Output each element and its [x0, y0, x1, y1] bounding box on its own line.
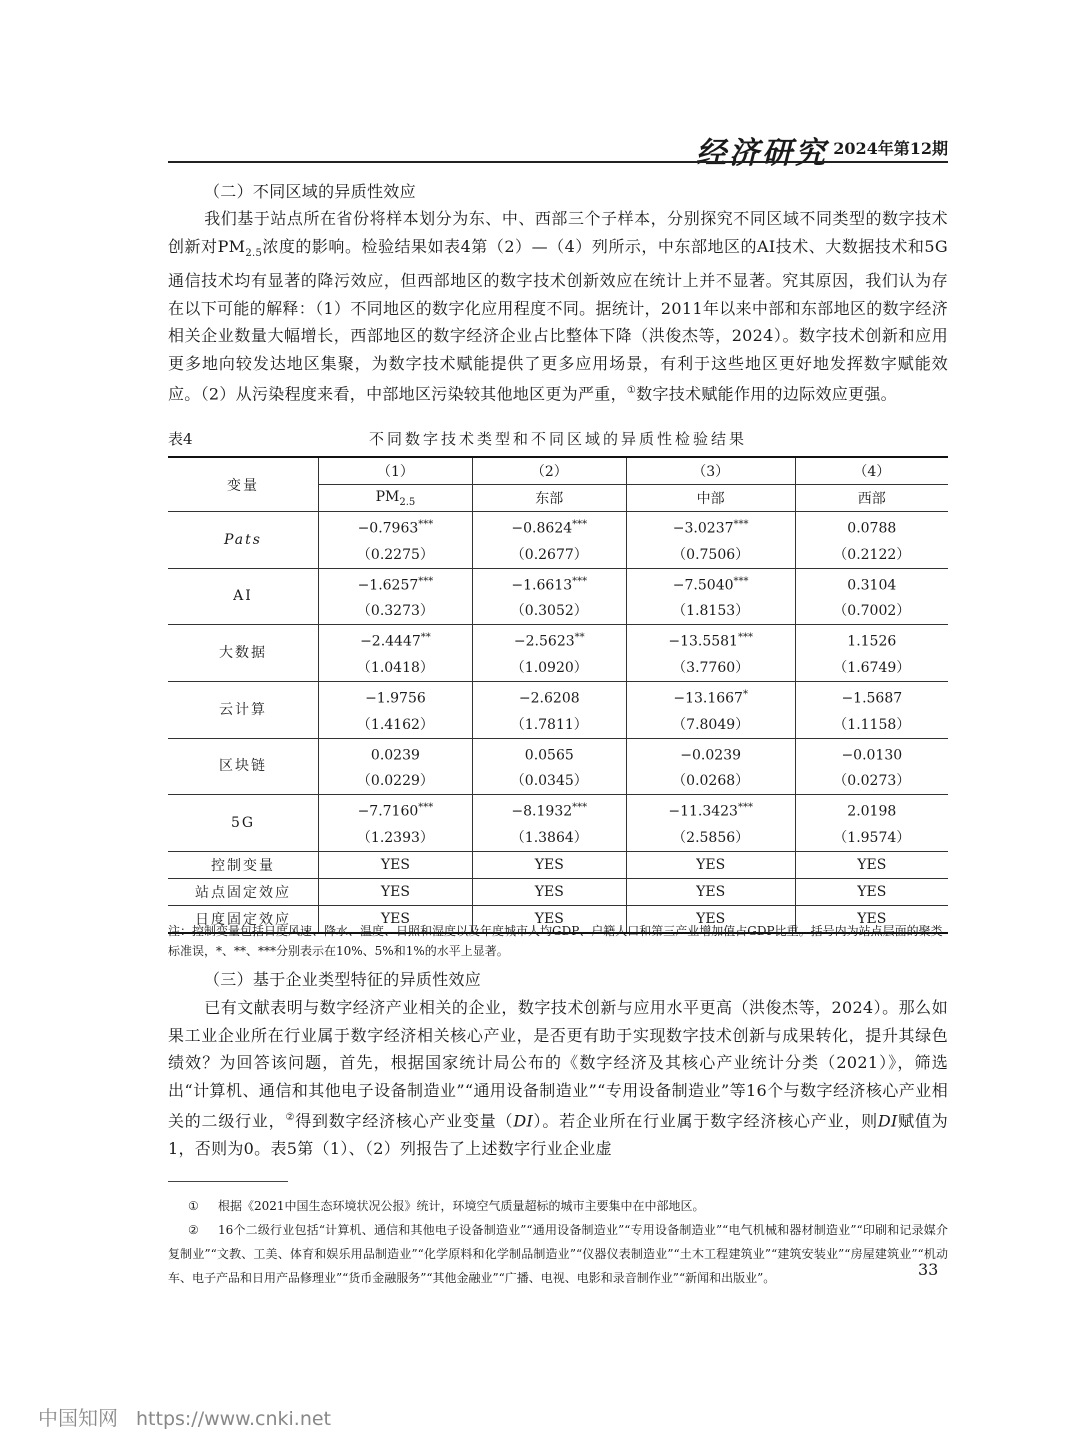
- section-3-paragraph: 已有文献表明与数字经济产业相关的企业，数字技术创新与应用水平更高（洪俊杰等，2024）。那么如果工业企业所在行业属于数字经济相关核心产业，是否更有助于实现数字技术创新与成果转化，提升其绿色绩效？为回答该问题，首先，根据国家统计局公布的《数字经济及其核心产业统计分类（2021）》，筛选出“计算机、通信和其他电子设备制造业”“通用设备制造业”“专用设备制造业”等16个与数字经济核心产业相关的二级行业，②得到数字经济核心产业变量（DI）。若企业所在行业属于数字经济核心产业，则DI赋值为1，否则为0。表5第（1）、（2）列报告了上述数字行业企业虚: [168, 998, 948, 1158]
- watermark-url[interactable]: https://www.cnki.net: [136, 1408, 332, 1430]
- header-rule: [168, 161, 948, 163]
- coef-cell: −7.7160*** （1.2393）: [319, 795, 473, 852]
- yes-cell: YES: [626, 851, 795, 878]
- coef-cell: 0.3104 （0.7002）: [795, 568, 948, 625]
- journal-logo: 经济研究: [696, 136, 828, 171]
- table-number: 表4: [168, 430, 193, 448]
- row-label: 控制变量: [168, 851, 319, 878]
- col-num: （2）: [472, 457, 626, 485]
- yes-cell: YES: [795, 878, 948, 905]
- coef-cell: −2.5623** （1.0920）: [472, 625, 626, 682]
- coef-cell: 0.0788 （0.2122）: [795, 512, 948, 569]
- issue-label: 2024年第12期: [833, 139, 948, 158]
- coef-cell: −3.0237*** （0.7506）: [626, 512, 795, 569]
- footnote-1: ① 根据《2021中国生态环境状况公报》统计，环境空气质量超标的城市主要集中在中部地区。: [188, 1199, 705, 1213]
- row-label: Pats: [168, 512, 319, 569]
- coef-cell: 1.1526 （1.6749）: [795, 625, 948, 682]
- col-name: 中部: [626, 485, 795, 512]
- coef-cell: −0.0239 （0.0268）: [626, 738, 795, 795]
- coef-cell: 0.0565 （0.0345）: [472, 738, 626, 795]
- row-label: 5G: [168, 795, 319, 852]
- yes-cell: YES: [319, 851, 473, 878]
- row-label: 大数据: [168, 625, 319, 682]
- yes-cell: YES: [472, 905, 626, 933]
- row-label: 日度固定效应: [168, 905, 319, 933]
- coef-cell: −11.3423*** （2.5856）: [626, 795, 795, 852]
- yes-cell: YES: [319, 905, 473, 933]
- coef-cell: −0.7963*** （0.2275）: [319, 512, 473, 569]
- coef-cell: −1.6257*** （0.3273）: [319, 568, 473, 625]
- page-number: 33: [918, 1260, 939, 1279]
- coef-cell: −13.5581*** （3.7760）: [626, 625, 795, 682]
- coef-cell: 0.0239 （0.0229）: [319, 738, 473, 795]
- row-label: 云计算: [168, 681, 319, 738]
- watermark-site: 中国知网: [38, 1406, 118, 1430]
- row-label: 站点固定效应: [168, 878, 319, 905]
- yes-cell: YES: [795, 851, 948, 878]
- yes-cell: YES: [795, 905, 948, 933]
- coef-cell: −1.5687 （1.1158）: [795, 681, 948, 738]
- yes-cell: YES: [472, 851, 626, 878]
- section-2-paragraph: 我们基于站点所在省份将样本划分为东、中、西部三个子样本，分别探究不同区域不同类型的数字技术创新对$PM_{2.5}$浓度的影响。检验结果如表4第（2）—（4）列所示，中东部地区的AI技术、大数据技术和5G通信技术均有显著的降污效应，但西部地区的数字技术创新效应在统计上并不显著。究其原因，我们认为存在以下可能的解释：（1）不同地区的数字化应用程度不同。据统计，2011年以来中部和东部地区的数字经济相关企业数量大幅增长，西部地区的数字经济企业占比整体下降（洪俊杰等，2024）。数字技术创新和应用更多地向较发达地区集聚，为数字技术赋能提供了更多应用场景，有利于这些地区更好地发挥数字赋能效应。（2）从污染程度来看，中部地区污染较其他地区更为严重，①数字技术赋能作用的边际效应更强。: [168, 209, 948, 404]
- coef-cell: −0.0130 （0.0273）: [795, 738, 948, 795]
- footnote-2: ② 16个二级行业包括“计算机、通信和其他电子设备制造业”“通用设备制造业”“专用设备制造业”“电气机械和器材制造业”“印刷和记录媒介复制业”“文教、工美、体育和娱乐用品制造业”“化学原料和化学制品制造业”“仪器仪表制造业”“土木工程建筑业”“建筑安装业”“房屋建筑业”“机动车、电子产品和日用产品修理业”“货币金融服务”“其他金融业”“广播、电视、电影和录音制作业”“新闻和出版业”。: [168, 1223, 948, 1285]
- coef-cell: −1.9756 （1.4162）: [319, 681, 473, 738]
- table-note: 注：控制变量包括日度风速、降水、温度、日照和湿度以及年度城市人均GDP、户籍人口和第三产业增加值占GDP比重。括号内为站点层面的聚类标准误，*、**、***分别表示在10%、5%和1%的水平上显著。: [168, 924, 943, 958]
- coef-cell: −7.5040*** （1.8153）: [626, 568, 795, 625]
- col-name: $PM_{2.5}$: [319, 485, 473, 512]
- col-num: （1）: [319, 457, 473, 485]
- footnote-rule: [168, 1181, 288, 1182]
- col-name: 西部: [795, 485, 948, 512]
- running-header: [168, 128, 948, 171]
- section-2-title: （二）不同区域的异质性效应: [204, 182, 416, 201]
- col-name: 东部: [472, 485, 626, 512]
- col-num: （4）: [795, 457, 948, 485]
- section-3-title: （三）基于企业类型特征的异质性效应: [204, 970, 482, 989]
- coef-cell: −1.6613*** （0.3052）: [472, 568, 626, 625]
- table-title: 不同数字技术类型和不同区域的异质性检验结果: [368, 430, 747, 448]
- coef-cell: −0.8624*** （0.2677）: [472, 512, 626, 569]
- yes-cell: YES: [626, 905, 795, 933]
- var-header: 变量: [168, 457, 319, 512]
- results-table: [168, 456, 948, 934]
- yes-cell: YES: [319, 878, 473, 905]
- footnote-ref-2[interactable]: ②: [285, 1112, 296, 1123]
- coef-cell: 2.0198 （1.9574）: [795, 795, 948, 852]
- yes-cell: YES: [626, 878, 795, 905]
- col-num: （3）: [626, 457, 795, 485]
- coef-cell: −2.4447** （1.0418）: [319, 625, 473, 682]
- row-label: 区块链: [168, 738, 319, 795]
- coef-cell: −13.1667* （7.8049）: [626, 681, 795, 738]
- footnote-ref-1[interactable]: ①: [626, 385, 637, 397]
- watermark: [38, 1402, 331, 1431]
- coef-cell: −2.6208 （1.7811）: [472, 681, 626, 738]
- row-label: AI: [168, 568, 319, 625]
- coef-cell: −8.1932*** （1.3864）: [472, 795, 626, 852]
- yes-cell: YES: [472, 878, 626, 905]
